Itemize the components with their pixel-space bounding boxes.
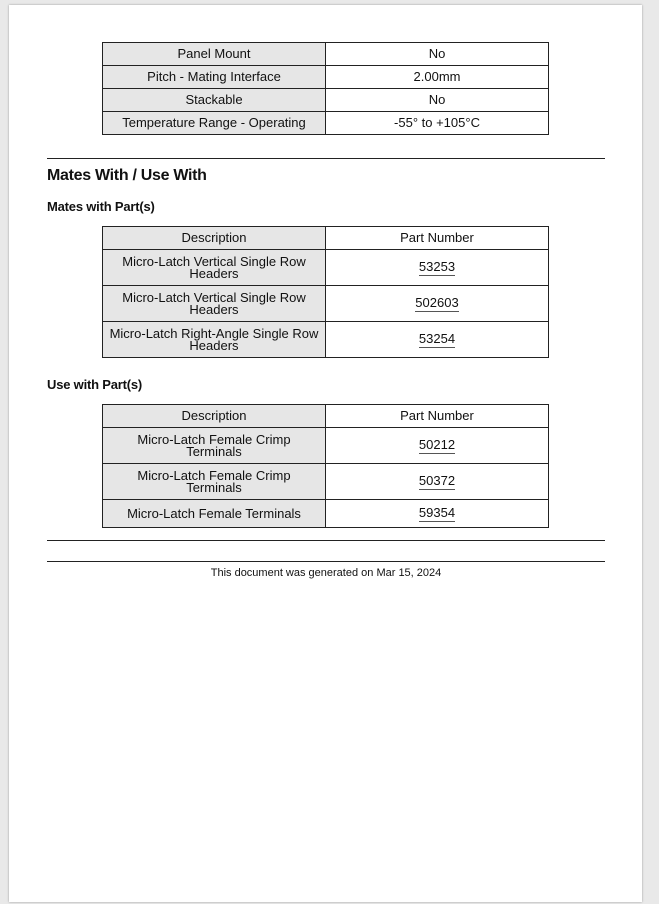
spec-value: 2.00mm [326, 66, 549, 89]
part-number-link[interactable]: 502603 [415, 294, 459, 310]
use-with-title: Use with Part(s) [47, 377, 143, 392]
spec-label: Panel Mount [103, 43, 326, 66]
part-number-cell [326, 322, 549, 358]
table-row [103, 428, 549, 464]
column-header-description: Description [103, 227, 326, 250]
spec-value: No [326, 89, 549, 112]
part-description: Micro-Latch Female Crimp Terminals [103, 464, 326, 500]
table-row [103, 250, 549, 286]
part-number-cell [326, 250, 549, 286]
spec-label: Pitch - Mating Interface [103, 66, 326, 89]
divider [47, 158, 605, 159]
mates-with-table [102, 226, 549, 358]
spec-value: -55° to +105°C [326, 112, 549, 135]
table-row [103, 43, 549, 66]
spec-label: Temperature Range - Operating [103, 112, 326, 135]
part-description: Micro-Latch Female Crimp Terminals [103, 428, 326, 464]
table-header-row [103, 227, 549, 250]
table-row [103, 464, 549, 500]
section-title: Mates With / Use With [47, 167, 207, 184]
part-number-link[interactable]: 59354 [418, 504, 456, 520]
generated-date-footer: This document was generated on Mar 15, 2024 [210, 567, 442, 579]
table-header-row [103, 405, 549, 428]
part-number-cell [326, 286, 549, 322]
part-number-link[interactable]: 53254 [418, 330, 456, 346]
table-row [103, 500, 549, 528]
table-row [103, 322, 549, 358]
column-header-part-number: Part Number [326, 405, 549, 428]
table-row [103, 66, 549, 89]
use-with-table [102, 404, 549, 528]
part-description: Micro-Latch Female Terminals [103, 500, 326, 528]
part-description: Micro-Latch Vertical Single Row Headers [103, 250, 326, 286]
table-row [103, 286, 549, 322]
table-row [103, 112, 549, 135]
column-header-description: Description [103, 405, 326, 428]
divider [47, 561, 605, 562]
spec-value: No [326, 43, 549, 66]
part-description: Micro-Latch Right-Angle Single Row Headers [103, 322, 326, 358]
table-row [103, 89, 549, 112]
document-page [9, 5, 642, 902]
part-number-cell [326, 428, 549, 464]
part-number-link[interactable]: 53253 [418, 258, 456, 274]
specifications-table [102, 42, 549, 135]
part-number-cell [326, 500, 549, 528]
part-number-link[interactable]: 50212 [418, 436, 456, 452]
part-description: Micro-Latch Vertical Single Row Headers [103, 286, 326, 322]
mates-with-title: Mates with Part(s) [47, 199, 155, 214]
part-number-link[interactable]: 50372 [418, 472, 456, 488]
spec-label: Stackable [103, 89, 326, 112]
column-header-part-number: Part Number [326, 227, 549, 250]
part-number-cell [326, 464, 549, 500]
divider [47, 540, 605, 541]
